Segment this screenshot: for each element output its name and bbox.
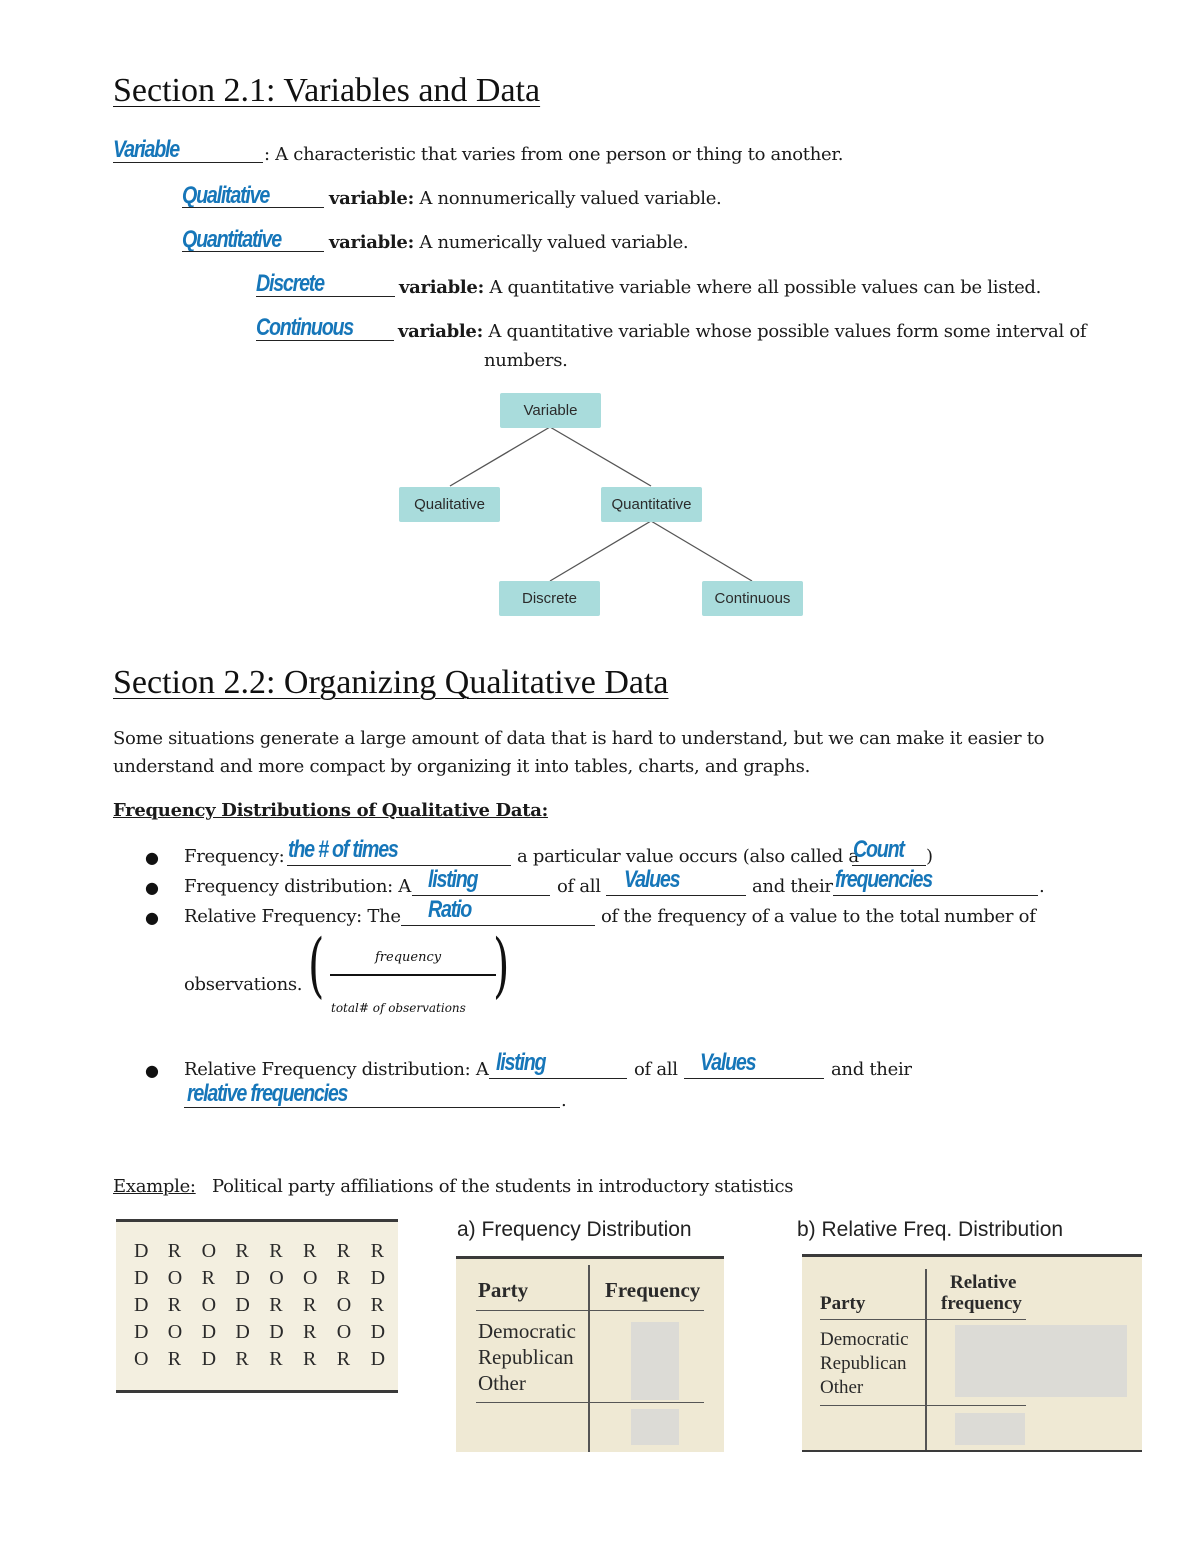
data-cell: R	[269, 1240, 283, 1262]
data-cell: D	[235, 1267, 250, 1289]
b4-text3: and their	[831, 1059, 912, 1080]
header-rule	[820, 1319, 1026, 1320]
def-quantitative: variable: A numerically valued variable.	[329, 232, 689, 253]
data-cell: R	[336, 1348, 351, 1370]
frac-numerator: frequency	[375, 950, 442, 965]
relfreq-caption: b) Relative Freq. Distribution	[797, 1218, 1064, 1241]
data-cell: O	[134, 1348, 149, 1370]
blank-line	[489, 1078, 627, 1079]
data-cell: R	[167, 1348, 182, 1370]
b2-text3: and their	[752, 876, 833, 897]
total-rule	[820, 1405, 1026, 1406]
data-cell: R	[370, 1294, 384, 1316]
example-label: Example:	[113, 1176, 196, 1197]
relfreq-row-democratic: Democratic	[820, 1329, 909, 1350]
tree-node-variable: Variable	[500, 393, 601, 428]
data-cell: O	[269, 1267, 284, 1289]
bullet-dot: ●	[145, 908, 159, 927]
tree-node-quantitative: Quantitative	[601, 487, 702, 522]
def-discrete: variable: A quantitative variable where all possible values can be listed.	[399, 277, 1042, 298]
b4-hand2: Values	[700, 1049, 756, 1076]
data-cell: D	[235, 1294, 250, 1316]
freq-col-party: Party	[478, 1278, 529, 1302]
relfreq-col-party: Party	[820, 1293, 866, 1314]
blank-line	[833, 895, 1038, 896]
handwritten-quantitative: Quantitative	[182, 226, 281, 253]
freq-caption: a) Frequency Distribution	[457, 1218, 692, 1241]
b1-text3: )	[926, 846, 933, 867]
b2-hand1: listing	[428, 866, 478, 893]
data-cell: R	[167, 1240, 182, 1262]
blank-line	[684, 1078, 824, 1079]
relative-frequency-table	[802, 1254, 1142, 1452]
col-divider	[925, 1269, 927, 1450]
total-rule	[476, 1402, 704, 1403]
data-cell: R	[235, 1240, 249, 1262]
b4-text4: .	[561, 1090, 567, 1111]
section-2-1-title: Section 2.1: Variables and Data	[113, 72, 541, 109]
b1-hand1: the # of times	[288, 836, 398, 863]
handwritten-variable: Variable	[113, 136, 180, 163]
data-cell: R	[269, 1348, 283, 1370]
bullet-dot: ●	[145, 1061, 159, 1080]
blank-line	[184, 1107, 560, 1108]
data-cell: O	[336, 1294, 352, 1316]
redacted-total	[955, 1413, 1025, 1445]
def-continuous-cont: numbers.	[484, 350, 568, 371]
data-cell: D	[370, 1321, 386, 1343]
data-cell: D	[134, 1240, 149, 1262]
data-cell: O	[303, 1267, 318, 1289]
data-cell: R	[167, 1294, 182, 1316]
section-2-2-title: Section 2.2: Organizing Qualitative Data	[113, 664, 669, 701]
b4-text2: of all	[634, 1059, 678, 1080]
data-cell: R	[303, 1294, 317, 1316]
def-continuous: variable: A quantitative variable whose possible values form some interval of	[398, 321, 1087, 342]
b2-text4: .	[1039, 876, 1045, 897]
b3-text4: observations.	[184, 974, 303, 995]
b4-text1: Relative Frequency distribution: A	[184, 1059, 489, 1080]
redacted-total	[631, 1409, 679, 1445]
intro-line-2: understand and more compact by organizing it into tables, charts, and graphs.	[113, 756, 811, 777]
data-cell: R	[370, 1240, 384, 1262]
relfreq-col-frequency: frequency	[941, 1293, 1022, 1314]
data-cell: O	[167, 1267, 183, 1289]
variable-tree-lines	[0, 0, 1200, 640]
data-cell: R	[303, 1240, 317, 1262]
b4-hand4: relative frequencies	[187, 1080, 348, 1107]
data-cell: D	[134, 1294, 149, 1316]
data-cell: O	[167, 1321, 183, 1343]
bullet-dot: ●	[145, 848, 159, 867]
freq-row-other: Other	[478, 1371, 526, 1395]
def-variable-text: : A characteristic that varies from one person or thing to another.	[264, 144, 844, 165]
data-cell: O	[201, 1240, 217, 1262]
col-divider	[588, 1265, 590, 1452]
data-cell: R	[269, 1294, 283, 1316]
handwritten-qualitative: Qualitative	[182, 182, 270, 209]
data-cell: D	[134, 1267, 149, 1289]
b2-text2: of all	[557, 876, 601, 897]
frac-denominator: total# of observations	[331, 1001, 466, 1015]
data-cell: R	[303, 1321, 317, 1343]
b1-hand2: Count	[853, 836, 904, 863]
b2-hand3: frequencies	[835, 866, 932, 893]
freq-row-democratic: Democratic	[478, 1319, 576, 1343]
right-paren: )	[493, 924, 510, 1006]
data-cell: D	[370, 1267, 386, 1289]
blank-line	[606, 895, 746, 896]
data-cell: D	[134, 1321, 149, 1343]
data-cell: R	[336, 1240, 351, 1262]
redacted-values	[955, 1325, 1127, 1397]
frac-bar	[330, 974, 496, 976]
data-cell: D	[235, 1321, 250, 1343]
freq-col-frequency: Frequency	[605, 1278, 701, 1302]
b4-hand1: listing	[496, 1049, 546, 1076]
def-qualitative: variable: A nonnumerically valued variable.	[329, 188, 722, 209]
data-cell: R	[201, 1267, 215, 1289]
left-paren: (	[308, 924, 325, 1006]
b1-text2: a particular value occurs (also called a	[517, 846, 859, 867]
header-rule	[476, 1310, 704, 1311]
example-text: Political party affiliations of the students in introductory statistics	[212, 1176, 794, 1197]
b3-text1: Relative Frequency: The	[184, 906, 401, 927]
redacted-values	[631, 1322, 679, 1400]
b1-text1: Frequency:	[184, 846, 285, 867]
b3-text3: number of	[944, 906, 1036, 927]
freq-row-republican: Republican	[478, 1345, 574, 1369]
data-cell: R	[235, 1348, 249, 1370]
frequency-table	[456, 1256, 724, 1452]
tree-node-continuous: Continuous	[702, 581, 803, 616]
b3-hand1: Ratio	[428, 896, 472, 923]
tree-node-discrete: Discrete	[499, 581, 600, 616]
subheading: Frequency Distributions of Qualitative Data:	[113, 800, 548, 821]
raw-data-table	[116, 1219, 398, 1393]
data-cell: D	[269, 1321, 284, 1343]
data-cell: R	[336, 1267, 351, 1289]
handwritten-discrete: Discrete	[256, 270, 324, 297]
tree-node-qualitative: Qualitative	[399, 487, 500, 522]
b2-hand2: Values	[624, 866, 680, 893]
intro-line-1: Some situations generate a large amount of data that is hard to understand, but we can make it easier to	[113, 728, 1045, 749]
relfreq-row-republican: Republican	[820, 1353, 907, 1374]
data-cell: D	[201, 1321, 217, 1343]
bullet-dot: ●	[145, 878, 159, 897]
b2-text1: Frequency distribution: A	[184, 876, 412, 897]
data-cell: R	[303, 1348, 317, 1370]
data-cell: D	[370, 1348, 386, 1370]
relfreq-row-other: Other	[820, 1377, 864, 1398]
b3-text2: of the frequency of a value to the total	[601, 906, 940, 927]
data-cell: O	[201, 1294, 217, 1316]
data-cell: D	[201, 1348, 217, 1370]
data-cell: O	[336, 1321, 352, 1343]
handwritten-continuous: Continuous	[256, 314, 354, 341]
relfreq-col-relative: Relative	[950, 1272, 1017, 1293]
